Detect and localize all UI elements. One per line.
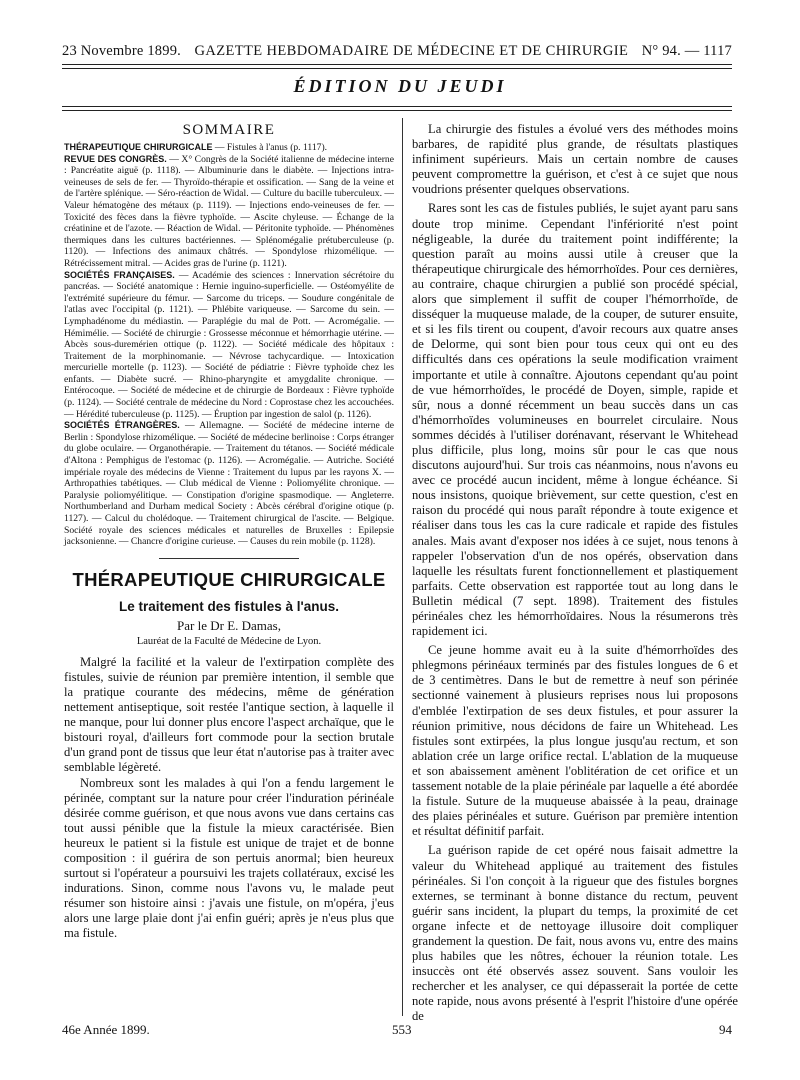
sommaire-title: SOMMAIRE	[182, 122, 276, 138]
sommaire-entry-text: — Allemagne. — Société de médecine interne de Berlin : Spondylose rhizomélique. — Société de médecine berlinoise : Corps étranger du globe oculaire. — Organothérapie. — Traitement du tétanos. — Société médicale d'Altona : Pemphigus de l'estomac (p. 1126). — Acromégalie. — Autriche. Société impériale royale des médecins de Vienne : Traitement du lupus par les rayons X. — Arthropathies tabétiques. — Club médical de Vienne : Poliomyélite chronique. — Paralysie poliomyélitique. — Constipation d'origine spasmodique. — Angleterre. Northumberland and Durham medical Society : Abcès cérébral d'origine otique (p. 1127). — Calcul du cholédoque. — Traitement chirurgical de l'ascite. — Belgique. Société royale des sciences médicales et naturelles de Bruxelles : Epilepsie jacksonienne. — Chancre d'origine curieuse. — Causes du rein mobile (p. 1128).	[64, 420, 394, 548]
header-journal-title: GAZETTE HEBDOMADAIRE DE MÉDECINE ET DE CHIRURGIE	[194, 43, 629, 59]
sommaire-entry-label: REVUE DES CONGRÈS.	[64, 153, 167, 164]
header-date: 23 Novembre 1899.	[62, 43, 181, 59]
sommaire-entry	[64, 420, 394, 548]
body-paragraph: Rares sont les cas de fistules publiés, le sujet ayant paru sans doute trop minime. Cependant l'infériorité n'est point négligeable, la durée du traitement point indifférente; la question paraît au moins aussi utile à creuser que la thérapeutique chirurgicale des hémorrhoïdes. Pour ces dernières, au contraire, chaque chirurgien a publié son procédé spécial, alors que simplement il suffit de couper l'hémorrhoïde, de disséquer la muqueuse malade, de la couper, de suturer ensuite, et si les fils tirent ou coupent, d'avoir recours aux quatre anses de Delorme, qui sont bien pour tous ceux qui ont eu des difficultés dans ces opérations la seule modification vraiment importante et utile à connaître. Ajoutons cependant qu'au point de vue hémorrhoïdes, le procédé de Doyen, simple, rapide et sûr, nous a donné récemment un beau succès dans un cas d'hémorrhoïdes volumineuses en bourrelet circulaire. Nous sommes décidés à l'utiliser dorénavant, réservant le Whitehead plus difficile, plus long, moins sûr pour le cas que nous discutons aujourd'hui. Sur trois cas néanmoins, nous n'avons eu avec ce procédé aucun incident, même à longue échéance. Si nous insistons, quoique brièvement, sur cette question, c'est en raison du procédé qui nous paraît répondre à toute exigence et réaliser dans tous les cas la cure radicale et rapide des fistules anales. Mais avant d'exposer nos idées à ce sujet, nous tenons à rappeler l'observation d'un de nos opérés, observation dans laquelle les résultats furent fonctionnellement et plastiquement parfaits. Cette observation est rapportée tout au long dans le Bulletin médical (7 sept. 1898). Traitement des fistules périnéales chez les hémorrhoïdaires. Nous la résumerons très rapidement ici.	[412, 201, 738, 639]
sommaire-entry	[64, 142, 394, 154]
body-paragraph: Ce jeune homme avait eu à la suite d'hémorrhoïdes des phlegmons périnéaux terminés par des fistules longues de 6 et de 3 centimètres. Dans le but de remettre à neuf son périnée sectionné vainement à plusieurs reprises nous lui proposons d'emblée l'extirpation de ses deux fistules, et pour assurer la réunion primitive, nous décidons de faire un Whitehead. Les fistules sont extirpées, la plus longue jusqu'au rectum, et son ablation crée un large orifice rectal. L'ablation de la muqueuse et son abaissement amènent l'oblitération de cet orifice et un tassement notable de la plaie périnéale par laquelle a été abordée la fistule. Suture de la muqueuse abaissée à la peau, drainage des plaies périnéales et suture. Guérison par première intention et résultat définitif parfait.	[412, 643, 738, 839]
left-column	[64, 118, 394, 942]
article-body-right	[412, 122, 738, 1025]
sommaire-entry	[64, 270, 394, 421]
column-divider	[402, 118, 403, 1016]
sommaire-list	[64, 142, 394, 548]
footer-page-number: 553	[392, 1022, 412, 1037]
running-header	[62, 38, 732, 60]
article-author: Par le Dr E. Damas,	[177, 617, 281, 633]
article-title: Le traitement des fistules à l'anus.	[118, 598, 340, 614]
sommaire-entry-text: — X° Congrès de la Société italienne de médecine interne : Pancréatite aiguë (p. 1118). — Albuminurie dans le diabète. — Injections intra-veineuses de sels de fer. — Thyroïdo-thérapie et ossification. — Sang de la veine et de l'artère splénique. — Séro-réaction de Widal. — Culture du bacille tuberculeux. — Valeur hématogène des métaux (p. 1119). — Injections endo-veineuses de fer. — Toxicité des fèces dans la fièvre typhoïde. — Ascite chyleuse. — Échange de la créatinine et de l'azote. — Réaction de Widal. — Péritonite typhoïde. — Phénomènes thermiques dans les cultures bactériennes. — Splénomégalie prétuberculeuse (p. 1120). — Infections des animaux châtrés. — Spondylose rhizomélique. — Rétrécissement mitral. — Acides gras de l'urine (p. 1121).	[64, 153, 394, 269]
sommaire-entry	[64, 154, 394, 270]
sommaire-entry-text: — Fistules à l'anus (p. 1117).	[212, 142, 328, 153]
section-heading: THÉRAPEUTIQUE CHIRURGICALE	[72, 568, 386, 590]
section-rule	[159, 558, 299, 559]
footer-issue-number: 94	[719, 1022, 732, 1037]
sommaire-entry-label: SOCIÉTÉS ÉTRANGÈRES.	[64, 420, 180, 431]
sommaire-entry-label: SOCIÉTÉS FRANÇAISES.	[64, 269, 175, 280]
page-footer	[62, 1022, 732, 1038]
edition-rule-thick	[62, 106, 732, 107]
sommaire-entry-text: — Académie des sciences : Innervation sécrétoire du pancréas. — Société anatomique : Hernie inguino-superficielle. — Ostéomyélite de l'extrémité supérieure du fémur. — Sarcome du triceps. — Soudure congénitale de l'atlas avec l'occipital (p. 1121). — Phlébite variqueuse. — Sarcome du sein. — Lymphadénome du médiastin. — Paraplégie du mal de Pott. — Acromégalie. — Hémimélie. — Société de chirurgie : Grossesse méconnue et hémorrhagie utérine. — Abcès sous-duremérien ottique (p. 1122). — Société médicale des hôpitaux : Traitement de la morphinomanie. — Névrose tachycardique. — Intoxication mercurielle mortelle (p. 1123). — Société de pédiatrie : Fièvre typhoïde chez les enfants. — Diabète sucré. — Rhino-pharyngite et amygdalite chronique. — Entérocoque. — Société de médecine et de chirurgie de Bordeaux : Fièvre typhoïde (p. 1124). — Société centrale de médecine du Nord : Coprostase chez les accouchées. — Hérédité tuberculeuse (p. 1125). — Éruption par ingestion de salol (p. 1126).	[64, 269, 394, 420]
right-column	[412, 122, 738, 1029]
footer-year: 46e Année 1899.	[62, 1022, 150, 1037]
edition-banner: ÉDITION DU JEUDI	[293, 76, 507, 96]
header-rule-thick	[62, 64, 732, 65]
sommaire-entry-label: THÉRAPEUTIQUE CHIRURGICALE	[64, 142, 213, 152]
edition-rule-thin	[62, 110, 732, 111]
body-paragraph: Malgré la facilité et la valeur de l'extirpation complète des fistules, suivie de réunion par première intention, il semble que la pratique courante des médecins, même de génération nettement antiseptique, soit restée l'antique section, à laquelle il ne manque, pour lui donner plus encore l'aspect archaïque, que le bistouri royal, d'ailleurs fort commode pour la section brutale d'un grand pont de tissus que leur état n'autorise pas à traiter avec semblable légèreté.	[64, 654, 394, 775]
author-affiliation: Lauréat de la Faculté de Médecine de Lyon.	[136, 635, 322, 647]
article-body-left	[64, 655, 394, 942]
header-issue: N° 94. — 1117	[641, 43, 732, 59]
body-paragraph: Nombreux sont les malades à qui l'on a fendu largement le périnée, comptant sur la nature pour créer l'induration périnéale désirée comme guérison, et que nous avons vue dans certains cas tout aussi pénible que la fistule la mieux caractérisée. Bien heureux le patient si la fistule est unique de trajet et de bonne composition : il guérira de son pertuis anormal; bien heureux surtout si l'opérateur a poursuivi les trajets collatéraux, excisé les indurations. Sinon, comme nous l'avons vu, le malade peut résumer son histoire ainsi : j'avais une fistule, on m'opéra, j'eus alors une large plaie dont j'ai enfin guéri; après je n'eus plus que ma fistule.	[64, 775, 394, 941]
body-paragraph: La chirurgie des fistules a évolué vers des méthodes moins barbares, de rapidité plus grande, de résultats plastiques infiniment supérieurs. Mais un certain nombre de causes peuvent compromettre la guérison, et c'est à ce sujet que nous voudrions présenter quelques observations.	[412, 122, 738, 197]
body-paragraph: La guérison rapide de cet opéré nous faisait admettre la valeur du Whitehead appliqué au traitement des fistules périnéales. Si l'on conçoit à la rigueur que des fistules borgnes externes, se terminant à bonne distance du rectum, peuvent guérir sans incident, la plupart du temps, la proximité de cet organe infecte et de nettoyage illusoire doit compliquer grandement la question. De fait, nous avons vu, entre des mains plus habiles que les nôtres, échouer la réunion totale. Les insuccès ont été observés assez souvent. Sans vouloir les rechercher et les analyser, ce qui dépasserait la portée de cette note rapide, nous avons présenté à l'esprit l'histoire d'une opérée de	[412, 843, 738, 1024]
header-rule-thin	[62, 68, 732, 69]
